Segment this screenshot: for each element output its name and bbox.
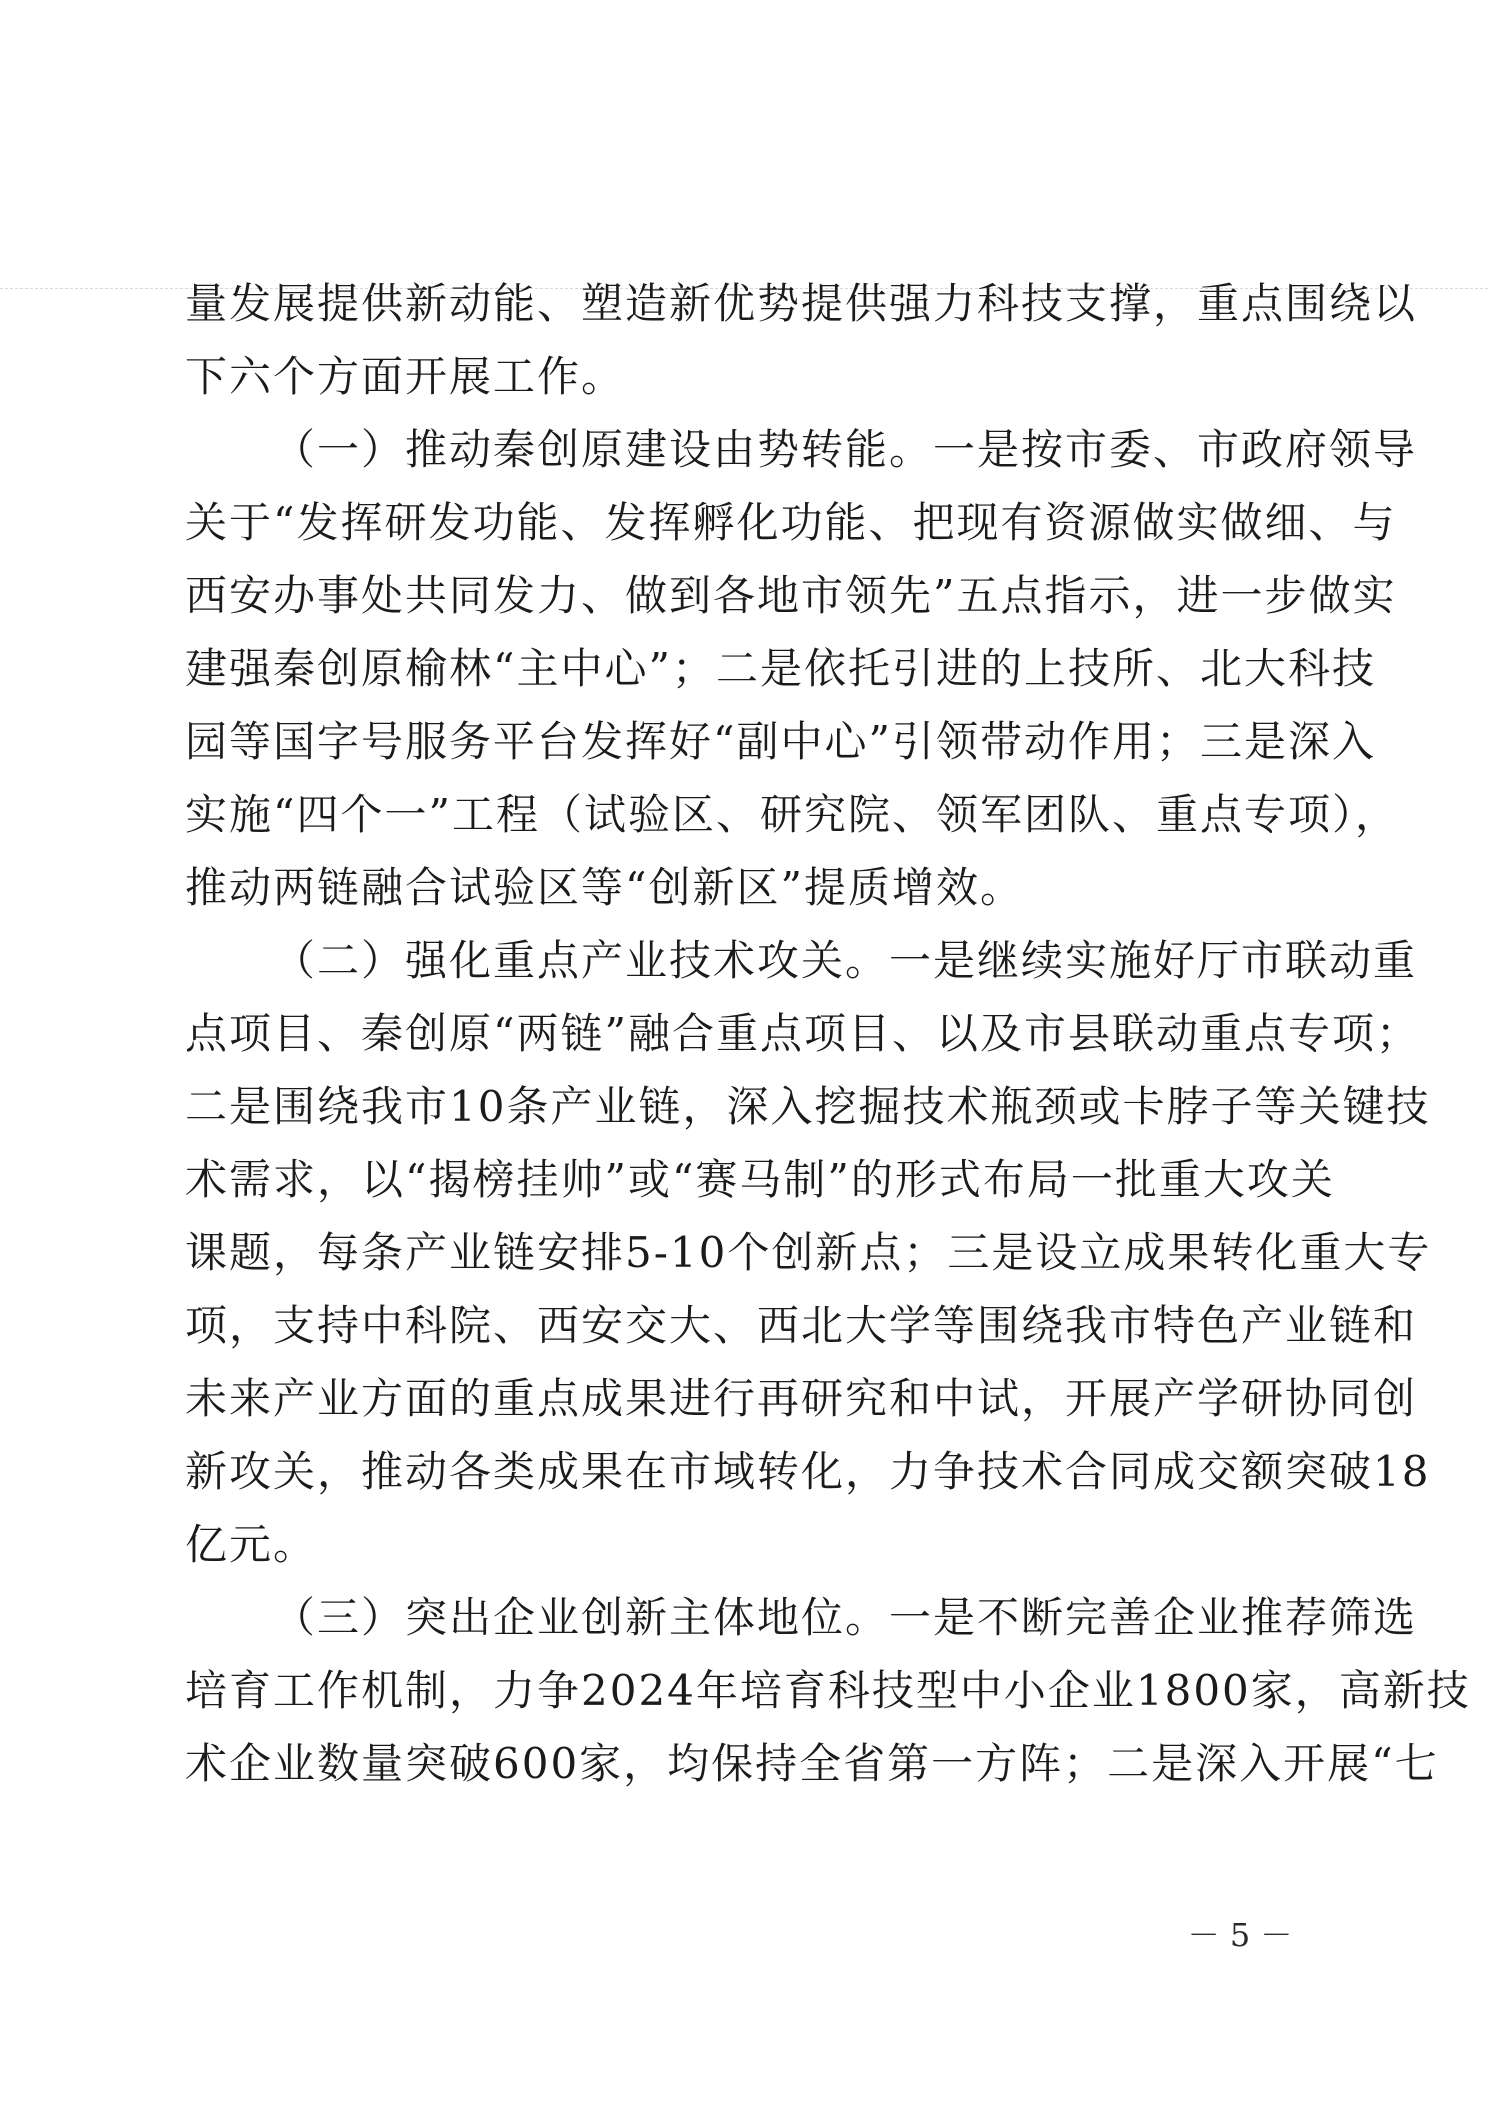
text-line: 下六个方面开展工作。 xyxy=(185,352,626,401)
text-line: 西安办事处共同发力、做到各地市领先”五点指示，进一步做实 xyxy=(185,571,1397,620)
text-line: 建强秦创原榆林“主中心”；二是依托引进的上技所、北大科技 xyxy=(185,644,1376,693)
text-line: 实施“四个一”工程（试验区、研究院、领军团队、重点专项）， xyxy=(185,790,1399,839)
text-line: 园等国字号服务平台发挥好“副中心”引领带动作用；三是深入 xyxy=(185,717,1376,766)
document-body xyxy=(185,267,1471,1800)
text-line: 点项目、秦创原“两链”融合重点项目、以及市县联动重点专项； xyxy=(185,1009,1420,1058)
section-heading-line: （二）强化重点产业技术攻关。一是继续实施好厅市联动重 xyxy=(273,936,1418,985)
text-line: 推动两链融合试验区等“创新区”提质增效。 xyxy=(185,863,1024,912)
paragraph-continued xyxy=(185,267,1418,413)
text-line: 培育工作机制，力争2024年培育科技型中小企业1800家，高新技 xyxy=(185,1666,1471,1715)
text-line: 术企业数量突破600家，均保持全省第一方阵；二是深入开展“七 xyxy=(185,1739,1439,1788)
text-line: 关于“发挥研发功能、发挥孵化功能、把现有资源做实做细、与 xyxy=(185,498,1397,547)
text-line: 课题，每条产业链安排5-10个创新点；三是设立成果转化重大专 xyxy=(185,1228,1432,1277)
text-line: 术需求，以“揭榜挂帅”或“赛马制”的形式布局一批重大攻关 xyxy=(185,1155,1335,1204)
text-line: 项，支持中科院、西安交大、西北大学等围绕我市特色产业链和 xyxy=(185,1301,1418,1350)
text-line: 亿元。 xyxy=(185,1520,318,1569)
section-heading-line: （三）突出企业创新主体地位。一是不断完善企业推荐筛选 xyxy=(273,1593,1418,1642)
paragraph-section-3 xyxy=(185,1581,1471,1800)
page-number: － 5 － xyxy=(1187,1916,1293,1954)
paragraph-section-1 xyxy=(185,413,1418,924)
text-line: 未来产业方面的重点成果进行再研究和中试，开展产学研协同创 xyxy=(185,1374,1418,1423)
section-heading-line: （一）推动秦创原建设由势转能。一是按市委、市政府领导 xyxy=(273,425,1418,474)
text-line: 量发展提供新动能、塑造新优势提供强力科技支撑，重点围绕以 xyxy=(185,279,1418,328)
paragraph-section-2 xyxy=(185,924,1432,1581)
text-line: 新攻关，推动各类成果在市域转化，力争技术合同成交额突破18 xyxy=(185,1447,1431,1496)
text-line: 二是围绕我市10条产业链，深入挖掘技术瓶颈或卡脖子等关键技 xyxy=(185,1082,1431,1131)
